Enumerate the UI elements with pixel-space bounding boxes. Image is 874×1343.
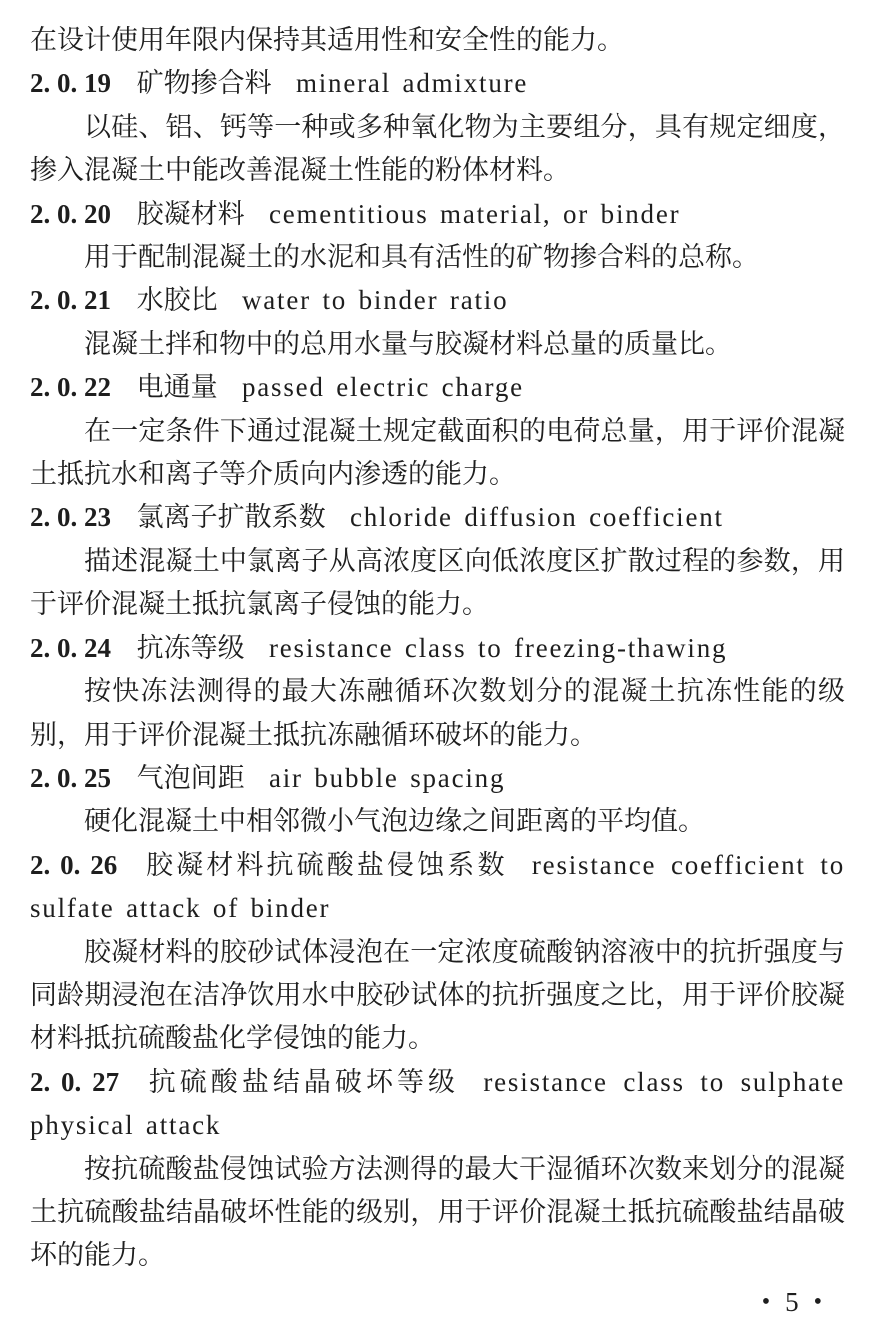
- term-entry: [30, 844, 845, 931]
- term-number: 2. 0. 27: [30, 1066, 120, 1097]
- term-chinese: 胶凝材料: [136, 198, 245, 229]
- definition-paragraph: 描述混凝土中氯离子从高浓度区向低浓度区扩散过程的参数，用于评价混凝土抵抗氯离子侵蚀的能力。: [30, 545, 845, 620]
- term-english: air bubble spacing: [268, 762, 506, 793]
- definition-paragraph: 混凝土拌和物中的总用水量与胶凝材料总量的质量比。: [84, 328, 732, 359]
- term-chinese: 抗硫酸盐结晶破坏等级: [144, 1066, 460, 1097]
- definition-paragraph: 按快冻法测得的最大冻融循环次数划分的混凝土抗冻性能的级别，用于评价混凝土抵抗冻融循环破坏的能力。: [30, 676, 845, 750]
- term-chinese: 水胶比: [136, 285, 218, 316]
- term-english: resistance coefficient to sulfate attack of binder: [30, 849, 846, 924]
- bullet-dot-icon: •: [813, 1288, 822, 1315]
- term-entry: [30, 193, 845, 236]
- definition-paragraph: 在设计使用年限内保持其适用性和安全性的能力。: [30, 25, 624, 55]
- term-chinese: 抗冻等级: [136, 632, 245, 663]
- term-english: passed electric charge: [241, 372, 524, 403]
- term-english: mineral admixture: [295, 68, 529, 99]
- page-number: 5: [785, 1286, 799, 1317]
- term-entry: [30, 757, 845, 800]
- page-footer: [30, 1281, 845, 1324]
- term-chinese: 氯离子扩散系数: [136, 502, 326, 533]
- term-english: resistance class to freezing-thawing: [268, 632, 728, 663]
- page-content: [30, 19, 845, 1278]
- term-chinese: 电通量: [136, 372, 218, 403]
- term-entry: [30, 279, 845, 322]
- term-chinese: 胶凝材料抗硫酸盐侵蚀系数: [142, 849, 508, 880]
- term-chinese: 气泡间距: [136, 762, 245, 793]
- definition-paragraph: 按抗硫酸盐侵蚀试验方法测得的最大干湿循环次数来划分的混凝土抗硫酸盐结晶破坏性能的级别，用于评价混凝土抵抗硫酸盐结晶破坏的能力。: [30, 1153, 845, 1271]
- term-number: 2. 0. 26: [30, 849, 118, 880]
- term-number: 2. 0. 19: [30, 68, 111, 99]
- term-entry: [30, 627, 845, 670]
- term-number: 2. 0. 24: [30, 632, 111, 663]
- definition-paragraph: 胶凝材料的胶砂试体浸泡在一定浓度硫酸钠溶液中的抗折强度与同龄期浸泡在洁净饮用水中胶砂试体的抗折强度之比，用于评价胶凝材料抵抗硫酸盐化学侵蚀的能力。: [30, 936, 845, 1054]
- term-number: 2. 0. 22: [30, 372, 111, 403]
- definition-paragraph: 用于配制混凝土的水泥和具有活性的矿物掺合料的总称。: [84, 242, 759, 273]
- term-english: cementitious material, or binder: [268, 198, 681, 229]
- term-number: 2. 0. 21: [30, 285, 111, 316]
- bullet-dot-icon: •: [761, 1288, 771, 1315]
- term-entry: [30, 62, 845, 105]
- definition-paragraph: 以硅、铝、钙等一种或多种氧化物为主要组分，具有规定细度，掺入混凝土中能改善混凝土性能的粉体材料。: [30, 111, 845, 186]
- term-entry: [30, 366, 845, 409]
- definition-paragraph: 硬化混凝土中相邻微小气泡边缘之间距离的平均值。: [84, 806, 705, 837]
- term-english: resistance class to sulphate physical attack: [30, 1066, 845, 1141]
- term-english: chloride diffusion coefficient: [349, 502, 724, 533]
- term-number: 2. 0. 23: [30, 502, 111, 533]
- term-chinese: 矿物掺合料: [136, 68, 272, 99]
- term-number: 2. 0. 25: [30, 762, 111, 793]
- term-english: water to binder ratio: [241, 285, 509, 316]
- definition-paragraph: 在一定条件下通过混凝土规定截面积的电荷总量，用于评价混凝土抵抗水和离子等介质向内渗透的能力。: [30, 415, 845, 490]
- term-number: 2. 0. 20: [30, 198, 111, 229]
- term-entry: [30, 1061, 845, 1148]
- term-entry: [30, 496, 845, 539]
